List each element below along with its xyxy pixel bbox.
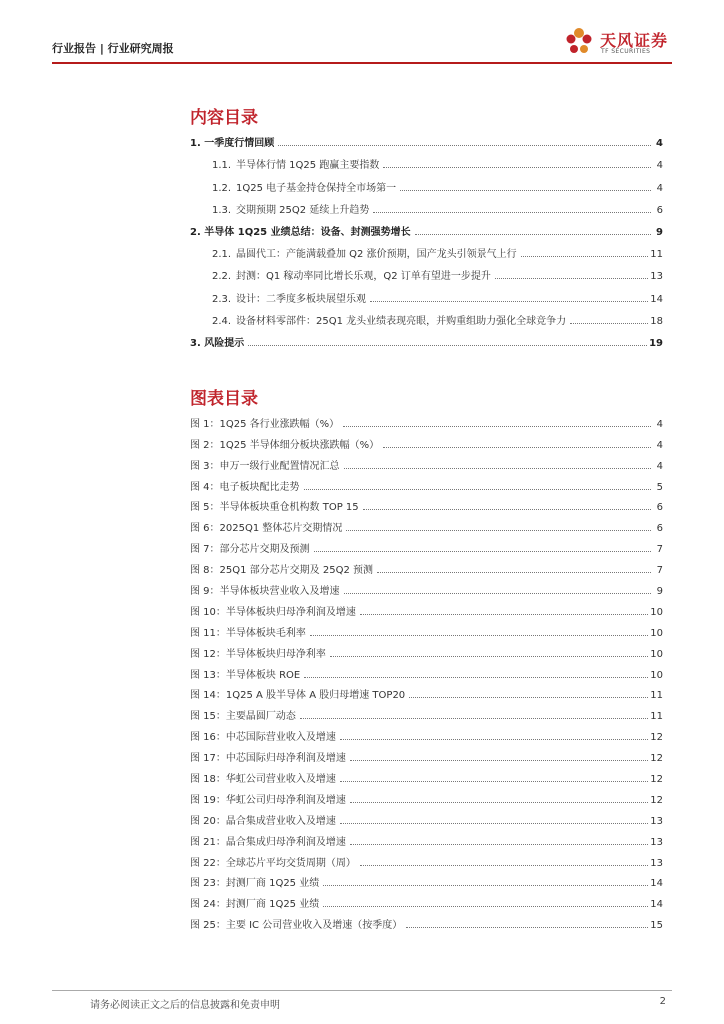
toc-entry-label [212, 267, 493, 282]
figure-entry-label: 图 22：全球芯片平均交货周期（周） [190, 857, 356, 869]
figure-entry[interactable] [190, 576, 663, 597]
figure-entry[interactable] [190, 910, 663, 931]
figure-entry[interactable] [190, 597, 663, 618]
figure-entry-label: 图 17：中芯国际归母净利润及增速 [190, 753, 346, 765]
figure-entry[interactable] [190, 493, 663, 514]
dot-leader [300, 718, 648, 719]
figure-entry-page: 6 [656, 523, 663, 535]
toc-entry[interactable] [190, 216, 663, 238]
figure-entry-page: 12 [650, 753, 663, 765]
figure-entry-page: 13 [650, 815, 663, 827]
figure-entry[interactable] [190, 848, 663, 869]
toc-entry-label [212, 245, 519, 260]
toc-entry-text: 晶圆代工：产能满载叠加 Q2 涨价预期，国产龙头引领景气上行 [236, 249, 517, 261]
figure-entry-page: 7 [656, 544, 663, 556]
toc-entry-page: 11 [650, 249, 663, 261]
dot-leader [363, 509, 651, 510]
toc-entry-text: 半导体行情 1Q25 跑赢主要指数 [236, 160, 380, 172]
figure-entry-label: 图 18：华虹公司营业收入及增速 [190, 774, 336, 786]
figure-entry[interactable] [190, 722, 663, 743]
figure-entry-page: 12 [650, 774, 663, 786]
figure-entry-label: 图 3：申万一级行业配置情况汇总 [190, 460, 340, 472]
figure-entry[interactable] [190, 430, 663, 451]
dot-leader [415, 234, 651, 235]
dot-leader [495, 278, 648, 279]
figure-entry-label: 图 23：封测厂商 1Q25 业绩 [190, 878, 320, 890]
figure-entry[interactable] [190, 869, 663, 890]
dot-leader [570, 323, 648, 324]
toc-entry-page: 6 [656, 204, 663, 216]
figure-entry-page: 10 [650, 606, 663, 618]
figure-entry[interactable] [190, 660, 663, 681]
figure-entry-page: 4 [656, 460, 663, 472]
dot-leader [344, 468, 651, 469]
header-divider [52, 62, 672, 64]
toc-entry-text: 设备材料零部件：25Q1 龙头业绩表现亮眼，并购重组助力强化全球竞争力 [236, 315, 567, 327]
toc-entry-label [190, 134, 276, 149]
dot-leader [304, 677, 648, 678]
dot-leader [343, 426, 651, 427]
toc-entry[interactable] [190, 305, 663, 327]
toc-entry-number: 2.1. [212, 249, 232, 261]
flower-logo-icon [562, 24, 596, 58]
dot-leader [323, 906, 648, 907]
dot-leader [373, 212, 651, 213]
contents-title: 内容目录 [190, 108, 258, 128]
toc-entry-number: 1.1. [212, 160, 232, 172]
figure-entry[interactable] [190, 764, 663, 785]
figure-entry[interactable] [190, 743, 663, 764]
figure-entry-label: 图 8：25Q1 部分芯片交期及 25Q2 预测 [190, 565, 373, 577]
toc-entry-label [212, 179, 398, 194]
toc-entry-label [190, 334, 246, 349]
dot-leader [400, 190, 651, 191]
toc-entry-page: 14 [650, 293, 663, 305]
page-number: 2 [659, 996, 666, 1007]
figure-entry[interactable] [190, 409, 663, 430]
dot-leader [340, 823, 648, 824]
figure-entry[interactable] [190, 472, 663, 493]
dot-leader [340, 739, 648, 740]
toc-entry-number: 2.3. [212, 293, 232, 305]
figure-entry-label: 图 14：1Q25 A 股半导体 A 股归母增速 TOP20 [190, 690, 406, 702]
toc-entry-page: 4 [656, 160, 663, 172]
contents-list [190, 127, 663, 349]
dot-leader [278, 145, 651, 146]
logo-subtitle: TF SECURITIES [601, 48, 651, 55]
figure-entry-label: 图 5：半导体板块重仓机构数 TOP 15 [190, 502, 359, 514]
dot-leader [344, 593, 651, 594]
figure-entry-label: 图 15：主要晶圆厂动态 [190, 711, 296, 723]
toc-entry[interactable] [190, 238, 663, 260]
figure-entry-label: 图 21：晶合集成归母净利润及增速 [190, 836, 346, 848]
figure-entry-page: 14 [650, 878, 663, 890]
figure-entry-page: 13 [650, 836, 663, 848]
figure-entry-label: 图 19：华虹公司归母净利润及增速 [190, 794, 346, 806]
toc-entry-label [190, 223, 413, 238]
toc-entry-text: 半导体 1Q25 业绩总结：设备、封测强势增长 [204, 226, 411, 238]
dot-leader [406, 927, 648, 928]
toc-entry-page: 4 [656, 138, 663, 150]
toc-entry-page: 18 [650, 315, 663, 327]
figure-entry-page: 10 [650, 627, 663, 639]
toc-entry[interactable] [190, 282, 663, 304]
footer-disclaimer: 请务必阅读正文之后的信息披露和免责申明 [90, 1000, 280, 1011]
figure-entry-page: 4 [656, 439, 663, 451]
toc-entry-page: 9 [656, 226, 663, 238]
dot-leader [350, 844, 648, 845]
toc-entry-number: 3. [190, 337, 201, 349]
report-header: 行业报告 | 行业研究周报 [52, 42, 174, 55]
toc-entry[interactable] [190, 127, 663, 149]
toc-entry-number: 2.2. [212, 271, 232, 283]
figure-entry-page: 4 [656, 418, 663, 430]
toc-entry-label [212, 290, 368, 305]
dot-leader [360, 865, 648, 866]
dot-leader [340, 781, 648, 782]
toc-entry-number: 1. [190, 138, 201, 150]
toc-entry-label [212, 156, 381, 171]
dot-leader [350, 760, 648, 761]
figure-entry-label: 图 20：晶合集成营业收入及增速 [190, 815, 336, 827]
dot-leader [521, 256, 649, 257]
toc-entry-page: 4 [656, 182, 663, 194]
toc-entry[interactable] [190, 171, 663, 193]
figure-entry-page: 13 [650, 857, 663, 869]
figure-entry-page: 12 [650, 794, 663, 806]
figure-entry[interactable] [190, 639, 663, 660]
figure-entry-page: 15 [650, 920, 663, 932]
figure-entry-label: 图 11：半导体板块毛利率 [190, 627, 306, 639]
dot-leader [360, 614, 648, 615]
dot-leader [409, 697, 648, 698]
logo-name: 天风证券 [600, 31, 669, 50]
figure-entry-page: 10 [650, 648, 663, 660]
dot-leader [370, 301, 648, 302]
figure-entry[interactable] [190, 827, 663, 848]
figure-entry-page: 9 [656, 586, 663, 598]
toc-entry[interactable] [190, 149, 663, 171]
dot-leader [350, 802, 648, 803]
figure-entry-label: 图 7：部分芯片交期及预测 [190, 544, 310, 556]
toc-entry-label [212, 312, 568, 327]
dot-leader [346, 530, 651, 531]
figure-entry-label: 图 6：2025Q1 整体芯片交期情况 [190, 523, 343, 535]
figure-entry-label: 图 4：电子板块配比走势 [190, 481, 300, 493]
dot-leader [377, 572, 651, 573]
dot-leader [383, 167, 651, 168]
figure-entry-label: 图 12：半导体板块归母净利率 [190, 648, 326, 660]
toc-entry[interactable] [190, 194, 663, 216]
toc-entry[interactable] [190, 260, 663, 282]
dot-leader [323, 885, 648, 886]
figures-title: 图表目录 [190, 389, 258, 409]
dot-leader [310, 635, 648, 636]
figure-entry-page: 5 [656, 481, 663, 493]
footer-divider [52, 990, 672, 991]
figure-entry-label: 图 9：半导体板块营业收入及增速 [190, 586, 340, 598]
toc-entry-text: 一季度行情回顾 [204, 138, 275, 150]
figure-entry[interactable] [190, 618, 663, 639]
figure-entry-page: 10 [650, 669, 663, 681]
toc-entry-label [212, 201, 371, 216]
dot-leader [383, 447, 651, 448]
figure-entry-page: 11 [650, 711, 663, 723]
dot-leader [304, 489, 651, 490]
toc-entry[interactable] [190, 327, 663, 349]
figure-entry[interactable] [190, 806, 663, 827]
toc-entry-number: 2.4. [212, 315, 232, 327]
toc-entry-text: 1Q25 电子基金持仓保持全市场第一 [236, 182, 397, 194]
toc-entry-page: 19 [649, 337, 663, 349]
figure-entry[interactable] [190, 681, 663, 702]
toc-entry-text: 风险提示 [204, 337, 245, 349]
toc-entry-text: 封测：Q1 稼动率同比增长乐观，Q2 订单有望进一步提升 [236, 271, 491, 283]
figure-entry[interactable] [190, 534, 663, 555]
figure-entry-label: 图 25：主要 IC 公司营业收入及增速（按季度） [190, 920, 403, 932]
figure-entry-label: 图 10：半导体板块归母净利润及增速 [190, 606, 356, 618]
figure-entry-page: 7 [656, 565, 663, 577]
figure-entry[interactable] [190, 451, 663, 472]
figure-entry[interactable] [190, 513, 663, 534]
dot-leader [330, 656, 648, 657]
figure-entry-label: 图 16：中芯国际营业收入及增速 [190, 732, 336, 744]
toc-entry-text: 交期预期 25Q2 延续上升趋势 [236, 204, 370, 216]
dot-leader [314, 551, 651, 552]
figure-entry-page: 12 [650, 732, 663, 744]
figure-entry-label: 图 1：1Q25 各行业涨跌幅（%） [190, 418, 340, 430]
figure-entry-label: 图 2：1Q25 半导体细分板块涨跌幅（%） [190, 439, 380, 451]
figure-entry-page: 6 [656, 502, 663, 514]
toc-entry-page: 13 [650, 271, 663, 283]
dot-leader [248, 345, 647, 346]
figure-entry[interactable] [190, 701, 663, 722]
figure-entry[interactable] [190, 555, 663, 576]
toc-entry-number: 1.3. [212, 204, 232, 216]
toc-entry-number: 1.2. [212, 182, 232, 194]
figure-entry-label: 图 13：半导体板块 ROE [190, 669, 301, 681]
figure-entry-page: 14 [650, 899, 663, 911]
figure-entry-page: 11 [650, 690, 663, 702]
figures-list [190, 409, 663, 931]
toc-entry-text: 设计：二季度多板块展望乐观 [236, 293, 366, 305]
toc-entry-number: 2. [190, 226, 201, 238]
figure-entry[interactable] [190, 889, 663, 910]
figure-entry-label: 图 24：封测厂商 1Q25 业绩 [190, 899, 320, 911]
company-logo [562, 24, 672, 62]
figure-entry[interactable] [190, 785, 663, 806]
